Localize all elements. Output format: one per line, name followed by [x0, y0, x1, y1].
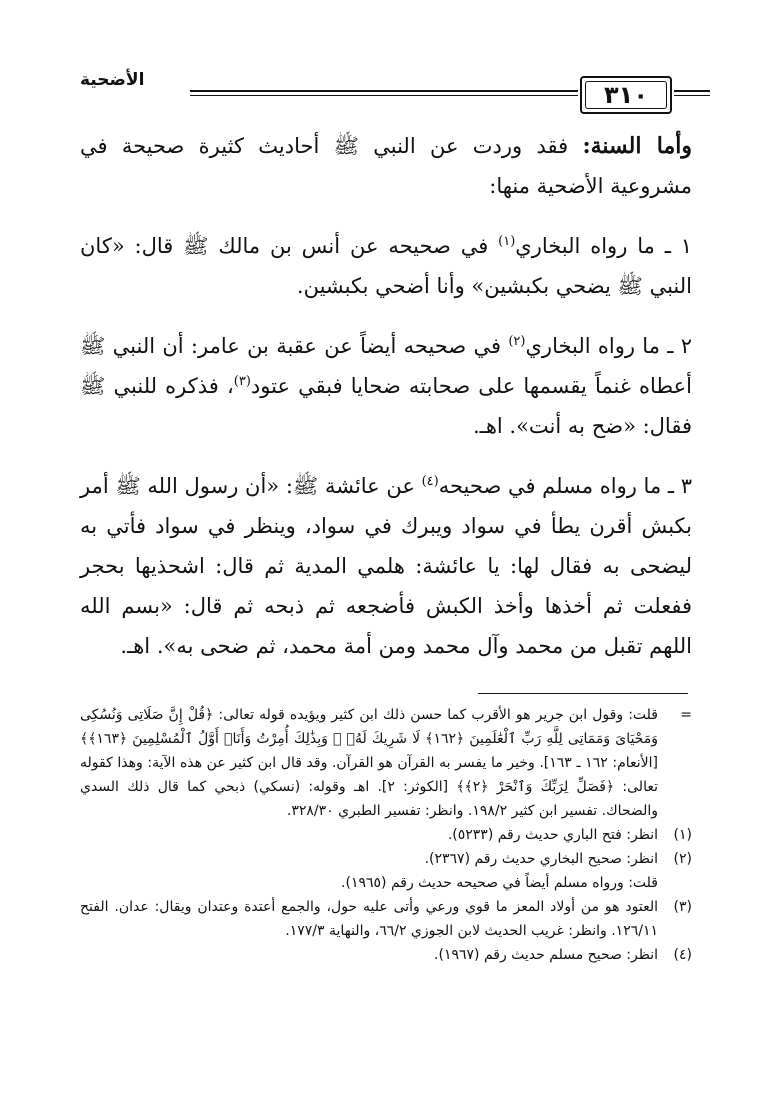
main-text	[80, 126, 692, 666]
footnote-2-note	[80, 871, 692, 895]
paragraph-sunnah	[80, 126, 692, 206]
hadith-intro: ٢ ـ ما رواه البخاري	[525, 334, 692, 358]
footnote-ref-1[interactable]: (١)	[498, 234, 516, 249]
hadith-text: في صحيحه أيضاً عن عقبة بن عامر: أن النبي ﷺ أعطاه غنماً يقسمها على صحابته ضحايا فبقي عتود	[80, 334, 692, 398]
paragraph-hadith-2	[80, 326, 692, 446]
header-rule-left-thin	[190, 95, 578, 96]
footnote-number: (٣)	[673, 899, 692, 915]
footnote-text: انظر: صحيح البخاري حديث رقم (٢٣٦٧).	[424, 851, 658, 867]
paragraph-text: فقد وردت عن النبي ﷺ أحاديث كثيرة صحيحة في مشروعية الأضحية منها:	[80, 134, 692, 198]
header-rule-left	[190, 90, 578, 92]
hadith-intro: ١ ـ ما رواه البخاري	[515, 234, 692, 258]
hadith-text: في صحيحه عن أنس بن مالك ﷺ قال: «كان النبي ﷺ يضحي بكبشين» وأنا أضحي بكبشين.	[80, 234, 692, 298]
running-title: الأضحية	[80, 70, 145, 90]
footnote-3	[80, 895, 692, 943]
hadith-intro: ٣ ـ ما رواه مسلم في صحيحه	[438, 474, 692, 498]
footnote-text: قلت: وقول ابن جرير هو الأقرب كما حسن ذلك ابن كثير ويؤيده قوله تعالى: ﴿قُلْ إِنَّ صَلَاتِى وَنُسُكِى وَمَحْيَاىَ وَمَمَاتِى لِلَّهِ رَبِّ ٱلْعَٰلَمِينَ ﴿١٦٢﴾ لَا شَرِيكَ لَهُۥ ۖ وَبِذَٰلِكَ أُمِرْتُ وَأَنَا۠ أَوَّلُ ٱلْمُسْلِمِينَ ﴿١٦٣﴾﴾ [الأنعام: ١٦٢ ـ ١٦٣]. وخير ما يفسر به القرآن هو القرآن. وقد قال ابن كثير عن هذه الآية: وهذا كقوله تعالى: ﴿فَصَلِّ لِرَبِّكَ وَٱنْحَرْ ﴿٢﴾﴾ [الكوثر: ٢]. اهـ وقوله: (نسكي) ذبحي كما قال ذلك السدي والضحاك. تفسير ابن كثير ١٩٨/٢. وانظر: تفسير الطبري ٣٢٨/٣٠.	[80, 707, 658, 819]
footnote-ref-2[interactable]: (٢)	[508, 334, 526, 349]
page-number: ٣١٠	[580, 76, 672, 114]
footnote-text: قلت: ورواه مسلم أيضاً في صحيحه حديث رقم (١٩٦٥).	[341, 875, 658, 891]
footnotes	[80, 703, 692, 967]
page-header	[80, 70, 710, 126]
footnote-continuation-mark: =	[680, 707, 692, 723]
footnote-number: (٢)	[673, 851, 692, 867]
footnote-continued	[80, 703, 692, 823]
footnote-number	[658, 871, 692, 895]
hadith-text: عن عائشة ﷺ: «أن رسول الله ﷺ أمر بكبش أقرن يطأ في سواد ويبرك في سواد، وينظر في سواد فأتي به ليضحى به فقال لها: يا عائشة: هلمي المدية ثم قال: اشحذيها بحجر ففعلت ثم أخذها وأخذ الكبش فأضجعه ثم ذبحه ثم قال: «بسم الله اللهم تقبل من محمد وآل محمد ومن أمة محمد، ثم ضحى به». اهـ.	[80, 474, 692, 658]
footnote-text: انظر: فتح الباري حديث رقم (٥٢٣٣).	[447, 827, 658, 843]
section-keyword: وأما السنة:	[582, 133, 692, 159]
footnote-text: العتود هو من أولاد المعز ما قوي ورعي وأتى عليه حول، والجمع أعتدة وعتدان ويقال: عدان. الفتح ١٢٦/١١. وانظر: غريب الحديث لابن الجوزي ٦٦/٢، والنهاية ١٧٧/٣.	[80, 899, 658, 939]
header-rule-right	[674, 90, 710, 92]
footnote-1	[80, 823, 692, 847]
hadith-text-end: ، فذكره للنبي ﷺ فقال: «ضح به أنت». اهـ.	[80, 374, 692, 438]
paragraph-hadith-3	[80, 466, 692, 666]
paragraph-hadith-1	[80, 226, 692, 306]
footnote-number: (١)	[673, 827, 692, 843]
footnote-ref-3[interactable]: (٣)	[233, 374, 251, 389]
footnote-4	[80, 943, 692, 967]
footnote-number: (٤)	[673, 947, 692, 963]
header-rule-right-thin	[674, 95, 710, 96]
footnote-separator	[478, 693, 688, 694]
footnote-2	[80, 847, 692, 871]
footnote-text: انظر: صحيح مسلم حديث رقم (١٩٦٧).	[434, 947, 658, 963]
footnote-ref-4[interactable]: (٤)	[421, 474, 439, 489]
